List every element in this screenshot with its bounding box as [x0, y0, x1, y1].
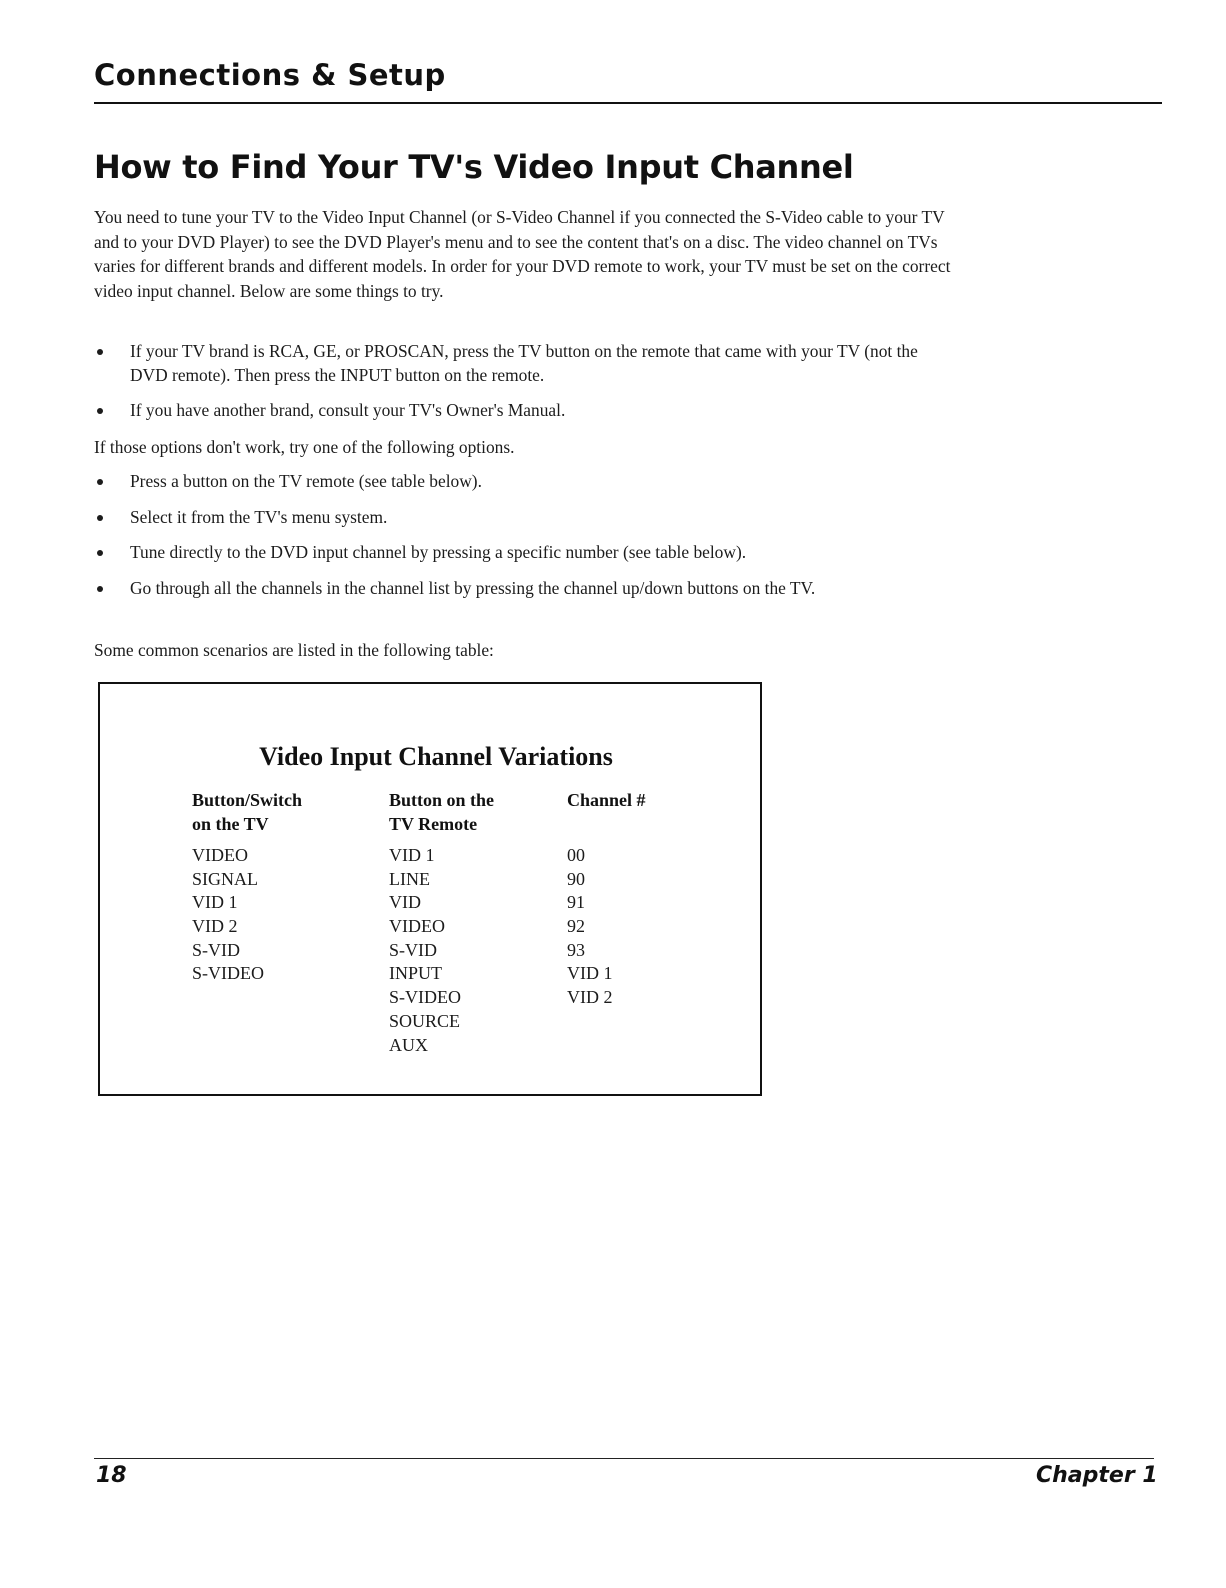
list-item-text: If your TV brand is RCA, GE, or PROSCAN, press the TV button on the remote that came with your TV (not the DVD remote). Then press the INPUT button on the remote. — [130, 341, 918, 385]
table-cell: S-VID — [192, 939, 240, 960]
bullet-icon — [97, 349, 103, 355]
intro-paragraph: You need to tune your TV to the Video Input Channel (or S-Video Channel if you connected the S-Video cable to your TV and to your DVD Player) to see the DVD Player's menu and to see the content that's on a disc. The video channel on TVs varies for different brands and different models. In order for your DVD remote to work, your TV must be set on the correct video input channel. Below are some things to try. — [94, 207, 951, 302]
table-cell: VIDEO — [389, 916, 445, 937]
table-cell: AUX — [389, 1034, 428, 1055]
column-header-line: TV Remote — [389, 814, 478, 834]
table-cell: VID 1 — [192, 892, 238, 913]
list-item-text: Tune directly to the DVD input channel by pressing a specific number (see table below). — [130, 542, 747, 562]
table-cell: S-VIDEO — [389, 987, 461, 1008]
table-cell: 91 — [567, 892, 585, 913]
table-column-remote-button — [389, 788, 494, 1057]
list-item — [94, 577, 954, 601]
table-column-tv-switch — [192, 788, 302, 986]
table-cell: VID — [389, 892, 421, 913]
table-column-channel-number — [567, 788, 646, 1010]
section-header: Connections & Setup — [94, 58, 446, 92]
column-header-line: Button/Switch — [192, 790, 303, 810]
bullet-icon — [97, 479, 103, 485]
table-cell: S-VID — [389, 939, 437, 960]
table-cell: VIDEO — [192, 845, 248, 865]
bullet-icon — [97, 515, 103, 521]
column-header-line: on the TV — [192, 814, 269, 834]
other-options-list — [94, 470, 954, 612]
table-cell: 92 — [567, 916, 585, 937]
channel-variations-table — [98, 682, 762, 1096]
list-item-text: Press a button on the TV remote (see table below). — [130, 471, 482, 491]
table-cell: 90 — [567, 868, 585, 889]
bullet-icon — [97, 550, 103, 556]
table-cell: SOURCE — [389, 1010, 461, 1031]
list-item-text: Go through all the channels in the channel list by pressing the channel up/down buttons on the TV. — [130, 577, 816, 598]
list-item-text: If you have another brand, consult your TV's Owner's Manual. — [130, 400, 566, 420]
list-item — [94, 340, 954, 387]
table-cell: S-VIDEO — [192, 963, 264, 984]
table-cell: INPUT — [389, 963, 442, 984]
table-cell: VID 2 — [192, 916, 238, 937]
list-item-text: Select it from the TV's menu system. — [130, 506, 388, 527]
column-header — [567, 788, 646, 844]
page-number: 18 — [96, 1463, 127, 1488]
list-item — [94, 399, 954, 423]
column-header — [192, 788, 302, 844]
table-cell: VID 1 — [389, 845, 435, 865]
column-header-line: Button on the — [389, 790, 495, 810]
list-item — [94, 470, 954, 494]
first-options-list — [94, 340, 954, 435]
column-header-line: Channel # — [567, 790, 646, 810]
table-title: Video Input Channel Variations — [259, 742, 613, 771]
table-cell: 00 — [567, 845, 585, 865]
followup-paragraph: If those options don't work, try one of the following options. — [94, 437, 515, 457]
column-header — [389, 788, 494, 844]
chapter-label: Chapter 1 — [1036, 1463, 1158, 1488]
list-item — [94, 541, 954, 565]
table-intro-paragraph: Some common scenarios are listed in the following table: — [94, 640, 494, 660]
table-cell: SIGNAL — [192, 868, 258, 889]
bullet-icon — [97, 586, 103, 592]
table-cell: VID 1 — [567, 963, 613, 984]
table-cell: 93 — [567, 939, 585, 960]
header-rule — [94, 102, 1162, 104]
table-cell: VID 2 — [567, 987, 613, 1008]
bullet-icon — [97, 408, 103, 414]
footer-rule — [94, 1458, 1154, 1459]
table-cell: LINE — [389, 868, 430, 889]
page-title: How to Find Your TV's Video Input Channel — [94, 148, 854, 186]
list-item — [94, 506, 954, 530]
